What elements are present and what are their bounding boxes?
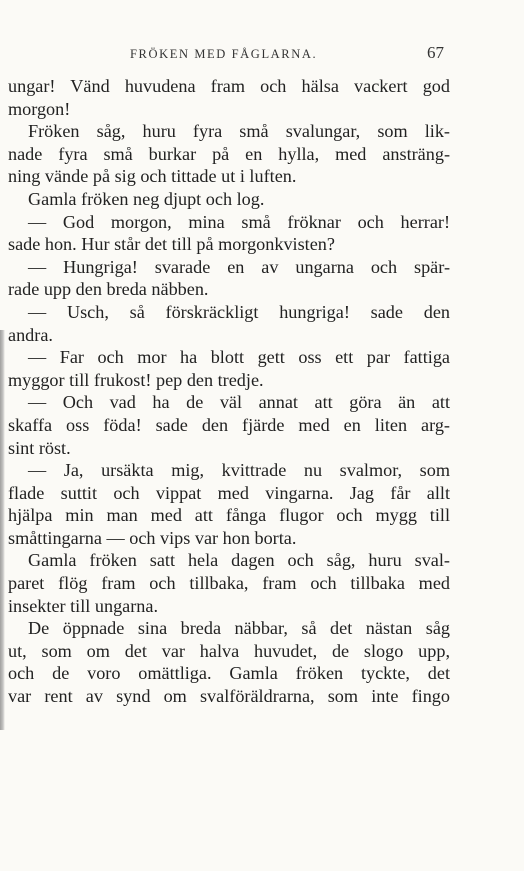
text-line: skaffa oss föda! sade den fjärde med en liten arg- xyxy=(8,414,450,435)
text-line: var rent av synd om svalföräldrarna, som inte fingo xyxy=(8,686,450,707)
text-line: hjälpa min man med att fånga flugor och mygg till xyxy=(8,505,450,526)
text-line: andra. xyxy=(8,324,53,345)
text-line: — Ja, ursäkta mig, kvittrade nu svalmor, som xyxy=(28,460,450,481)
text-line: insekter till ungarna. xyxy=(8,595,159,616)
text-line: Gamla fröken satt hela dagen och såg, huru sval- xyxy=(28,550,450,571)
text-line: paret flög fram och tillbaka, fram och tillbaka med xyxy=(8,573,450,594)
text-line: sade hon. Hur står det till på morgonkvisten? xyxy=(8,234,335,255)
text-line: morgon! xyxy=(8,98,71,119)
text-line: myggor till frukost! pep den tredje. xyxy=(8,369,264,390)
body-text xyxy=(8,75,450,708)
text-line: De öppnade sina breda näbbar, så det nästan såg xyxy=(28,618,450,639)
text-line: Gamla fröken neg djupt och log. xyxy=(28,188,265,209)
text-line: nade fyra små burkar på en hylla, med ansträng- xyxy=(8,143,450,164)
text-line: — Och vad ha de väl annat att göra än att xyxy=(28,392,450,413)
text-line: Fröken såg, huru fyra små svalungar, som lik- xyxy=(28,121,450,142)
text-line: och de voro omättliga. Gamla fröken tyckte, det xyxy=(8,663,450,684)
text-line: — Far och mor ha blott gett oss ett par fattiga xyxy=(28,347,450,368)
running-head-title: FRÖKEN MED FÅGLARNA. xyxy=(130,47,318,61)
page-edge-shadow xyxy=(0,330,5,730)
page-number: 67 xyxy=(427,43,444,62)
text-line: ning vände på sig och tittade ut i luften. xyxy=(8,166,297,187)
text-line: ut, som om det var halva huvudet, de slogo upp, xyxy=(8,640,450,661)
text-line: ungar! Vänd huvudena fram och hälsa vackert god xyxy=(8,76,450,96)
text-line: småttingarna — och vips var hon borta. xyxy=(8,527,297,548)
running-head xyxy=(0,43,524,65)
text-line: — Usch, så förskräckligt hungriga! sade den xyxy=(28,301,450,322)
text-line: — God morgon, mina små fröknar och herrar! xyxy=(28,211,450,232)
text-line: — Hungriga! svarade en av ungarna och spär- xyxy=(28,256,450,277)
text-line: flade suttit och vippat med vingarna. Jag får allt xyxy=(8,482,450,503)
text-line: rade upp den breda näbben. xyxy=(8,279,209,300)
text-line: sint röst. xyxy=(8,437,71,458)
